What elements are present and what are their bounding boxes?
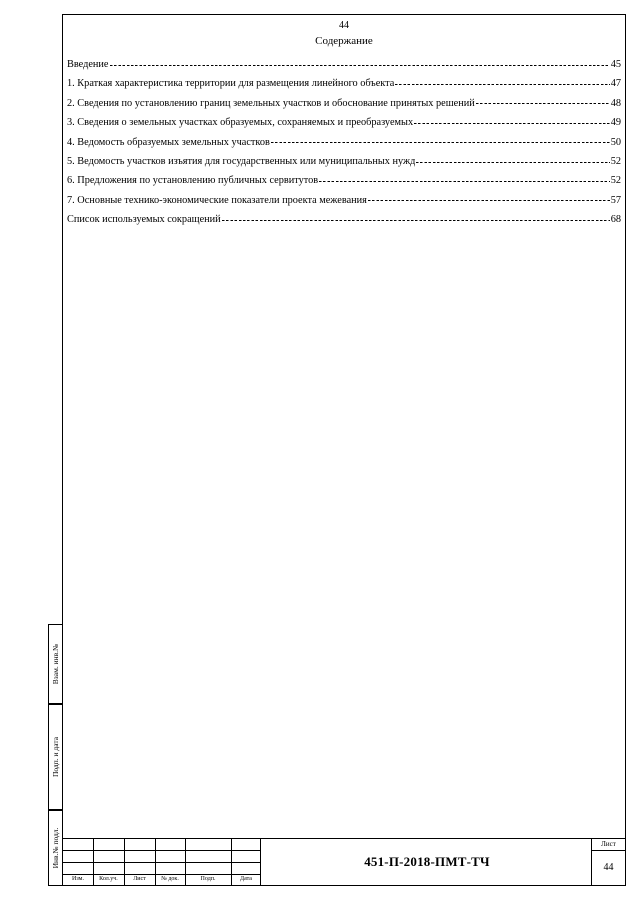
toc-leader	[416, 162, 609, 163]
toc-entry-label: Список используемых сокращений	[67, 214, 221, 226]
toc-entry-page: 68	[610, 214, 621, 226]
toc-entry-label: 4. Ведомость образуемых земельных участков	[67, 136, 270, 148]
revision-grid	[63, 839, 261, 885]
toc-entry-page: 50	[610, 136, 621, 148]
table-of-contents	[67, 55, 621, 230]
toc-entry-page: 47	[610, 78, 621, 90]
toc-entry-label: 3. Сведения о земельных участках образуемых, сохраняемых и преобразуемых	[67, 117, 414, 129]
toc-entry-label: Введение	[67, 59, 109, 70]
col-head-list: Лист	[133, 876, 146, 882]
toc-leader	[395, 84, 609, 85]
title-block-stamp	[63, 838, 625, 885]
toc-entry-introduction[interactable]	[67, 55, 621, 74]
col-head-izm: Изм.	[72, 876, 84, 882]
sheet-number: 44	[603, 862, 614, 873]
page-frame	[62, 14, 626, 886]
toc-leader	[222, 220, 610, 221]
col-head-kolvo: Кол.уч.	[99, 876, 118, 882]
toc-leader	[368, 200, 610, 201]
toc-leader	[271, 142, 610, 143]
toc-entry-2[interactable]	[67, 94, 621, 113]
toc-entry-label: 5. Ведомость участков изъятия для государственных или муниципальных нужд	[67, 155, 416, 167]
toc-title: Содержание	[315, 35, 373, 47]
side-label-vzam: Взам. инв.№	[50, 643, 60, 685]
toc-entry-1[interactable]	[67, 74, 621, 93]
toc-entry-page: 57	[610, 194, 621, 206]
toc-entry-label: 1. Краткая характеристика территории для размещения линейного объекта	[67, 78, 395, 90]
side-box-inv	[48, 810, 62, 886]
toc-entry-label: 2. Сведения по установлению границ земельных участков и обоснование принятых решений	[67, 97, 475, 109]
side-box-vzam	[48, 624, 62, 704]
toc-leader	[110, 65, 610, 66]
toc-entry-6[interactable]	[67, 171, 621, 190]
page-number-top: 44	[339, 20, 349, 31]
toc-entry-page: 52	[610, 175, 621, 187]
toc-leader	[319, 181, 610, 182]
side-label-inv: Инв.№ подл.	[50, 827, 60, 869]
toc-leader	[476, 103, 610, 104]
sheet-label: Лист	[592, 839, 625, 851]
sheet-box	[591, 839, 625, 885]
toc-entry-3[interactable]	[67, 113, 621, 132]
toc-entry-4[interactable]	[67, 133, 621, 152]
toc-leader	[414, 123, 610, 124]
col-head-podp: Подп.	[200, 876, 216, 882]
toc-entry-page: 52	[610, 155, 621, 167]
side-box-podp	[48, 704, 62, 810]
toc-entry-page: 49	[610, 117, 621, 129]
document-code: 451-П-2018-ПМТ-ТЧ	[364, 854, 490, 869]
side-label-podp: Подп. и дата	[50, 736, 60, 778]
toc-entry-abbreviations[interactable]	[67, 210, 621, 229]
toc-entry-label: 7. Основные технико-экономические показатели проекта межевания	[67, 194, 367, 206]
toc-entry-page: 45	[610, 59, 621, 70]
toc-entry-5[interactable]	[67, 152, 621, 171]
toc-entry-page: 48	[610, 97, 621, 109]
toc-entry-7[interactable]	[67, 191, 621, 210]
toc-entry-label: 6. Предложения по установлению публичных сервитутов	[67, 175, 319, 187]
col-head-ndok: № док.	[161, 876, 179, 882]
col-head-data: Дата	[240, 876, 252, 882]
